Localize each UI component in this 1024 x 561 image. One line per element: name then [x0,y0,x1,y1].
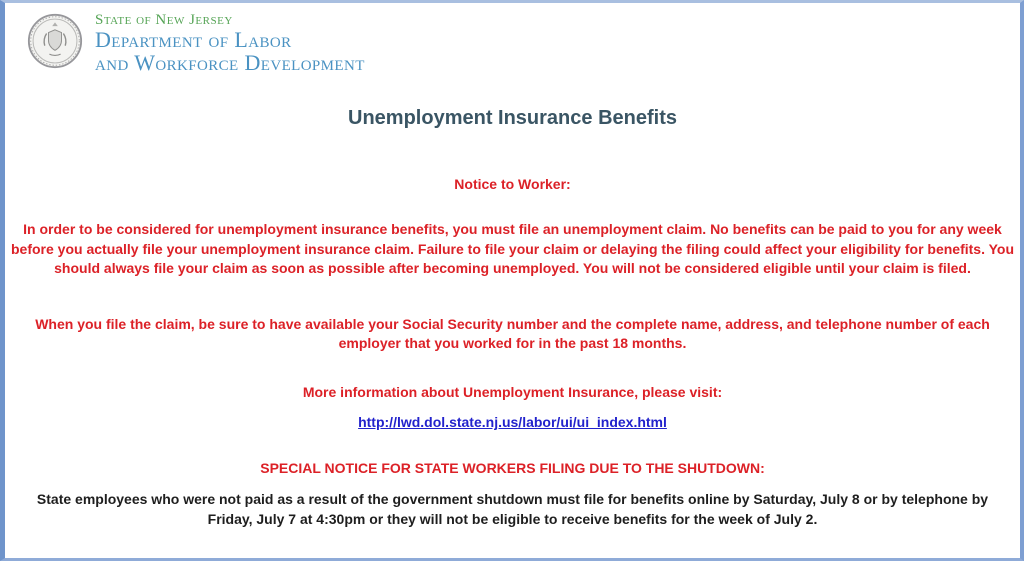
claim-filing-paragraph: In order to be considered for unemployment insurance benefits, you must file an unemployment claim. No benefits can be paid to you for any week before you actually file your unemployment insurance claim. Failure to file your claim or delaying the filing could affect your eligibility for benefits. You should always file your claim as soon as possible after becoming unemployed. You will not be considered eligible until your claim is filed. [11,221,1015,277]
department-of-labor-label: Department of Labor [95,27,292,52]
agency-masthead [5,11,1020,77]
shutdown-deadline-paragraph: State employees who were not paid as a result of the government shutdown must file for benefits online by Saturday, July 8 or by telephone by Friday, July 7 at 4:30pm or they will not be eligible to receive benefits for the week of July 2. [36,490,989,527]
link-row [5,414,1020,430]
notice-content [5,107,1020,529]
nj-state-seal-icon [27,13,83,74]
agency-name-block [95,11,365,74]
ui-index-link[interactable]: http://lwd.dol.state.nj.us/labor/ui/ui_index.html [358,413,667,430]
workforce-development-label: and Workforce Development [95,50,365,75]
special-notice-heading: SPECIAL NOTICE FOR STATE WORKERS FILING DUE TO THE SHUTDOWN: [260,459,765,476]
page-title: Unemployment Insurance Benefits [348,107,677,129]
notice-to-worker-heading: Notice to Worker: [454,176,571,192]
required-info-paragraph: When you file the claim, be sure to have available your Social Security number and the complete name, address, and telephone number of each employer that you worked for in the past 18 months. [35,315,990,352]
state-of-new-jersey-label: State of New Jersey [95,12,233,28]
more-info-label: More information about Unemployment Insurance, please visit: [302,383,723,400]
